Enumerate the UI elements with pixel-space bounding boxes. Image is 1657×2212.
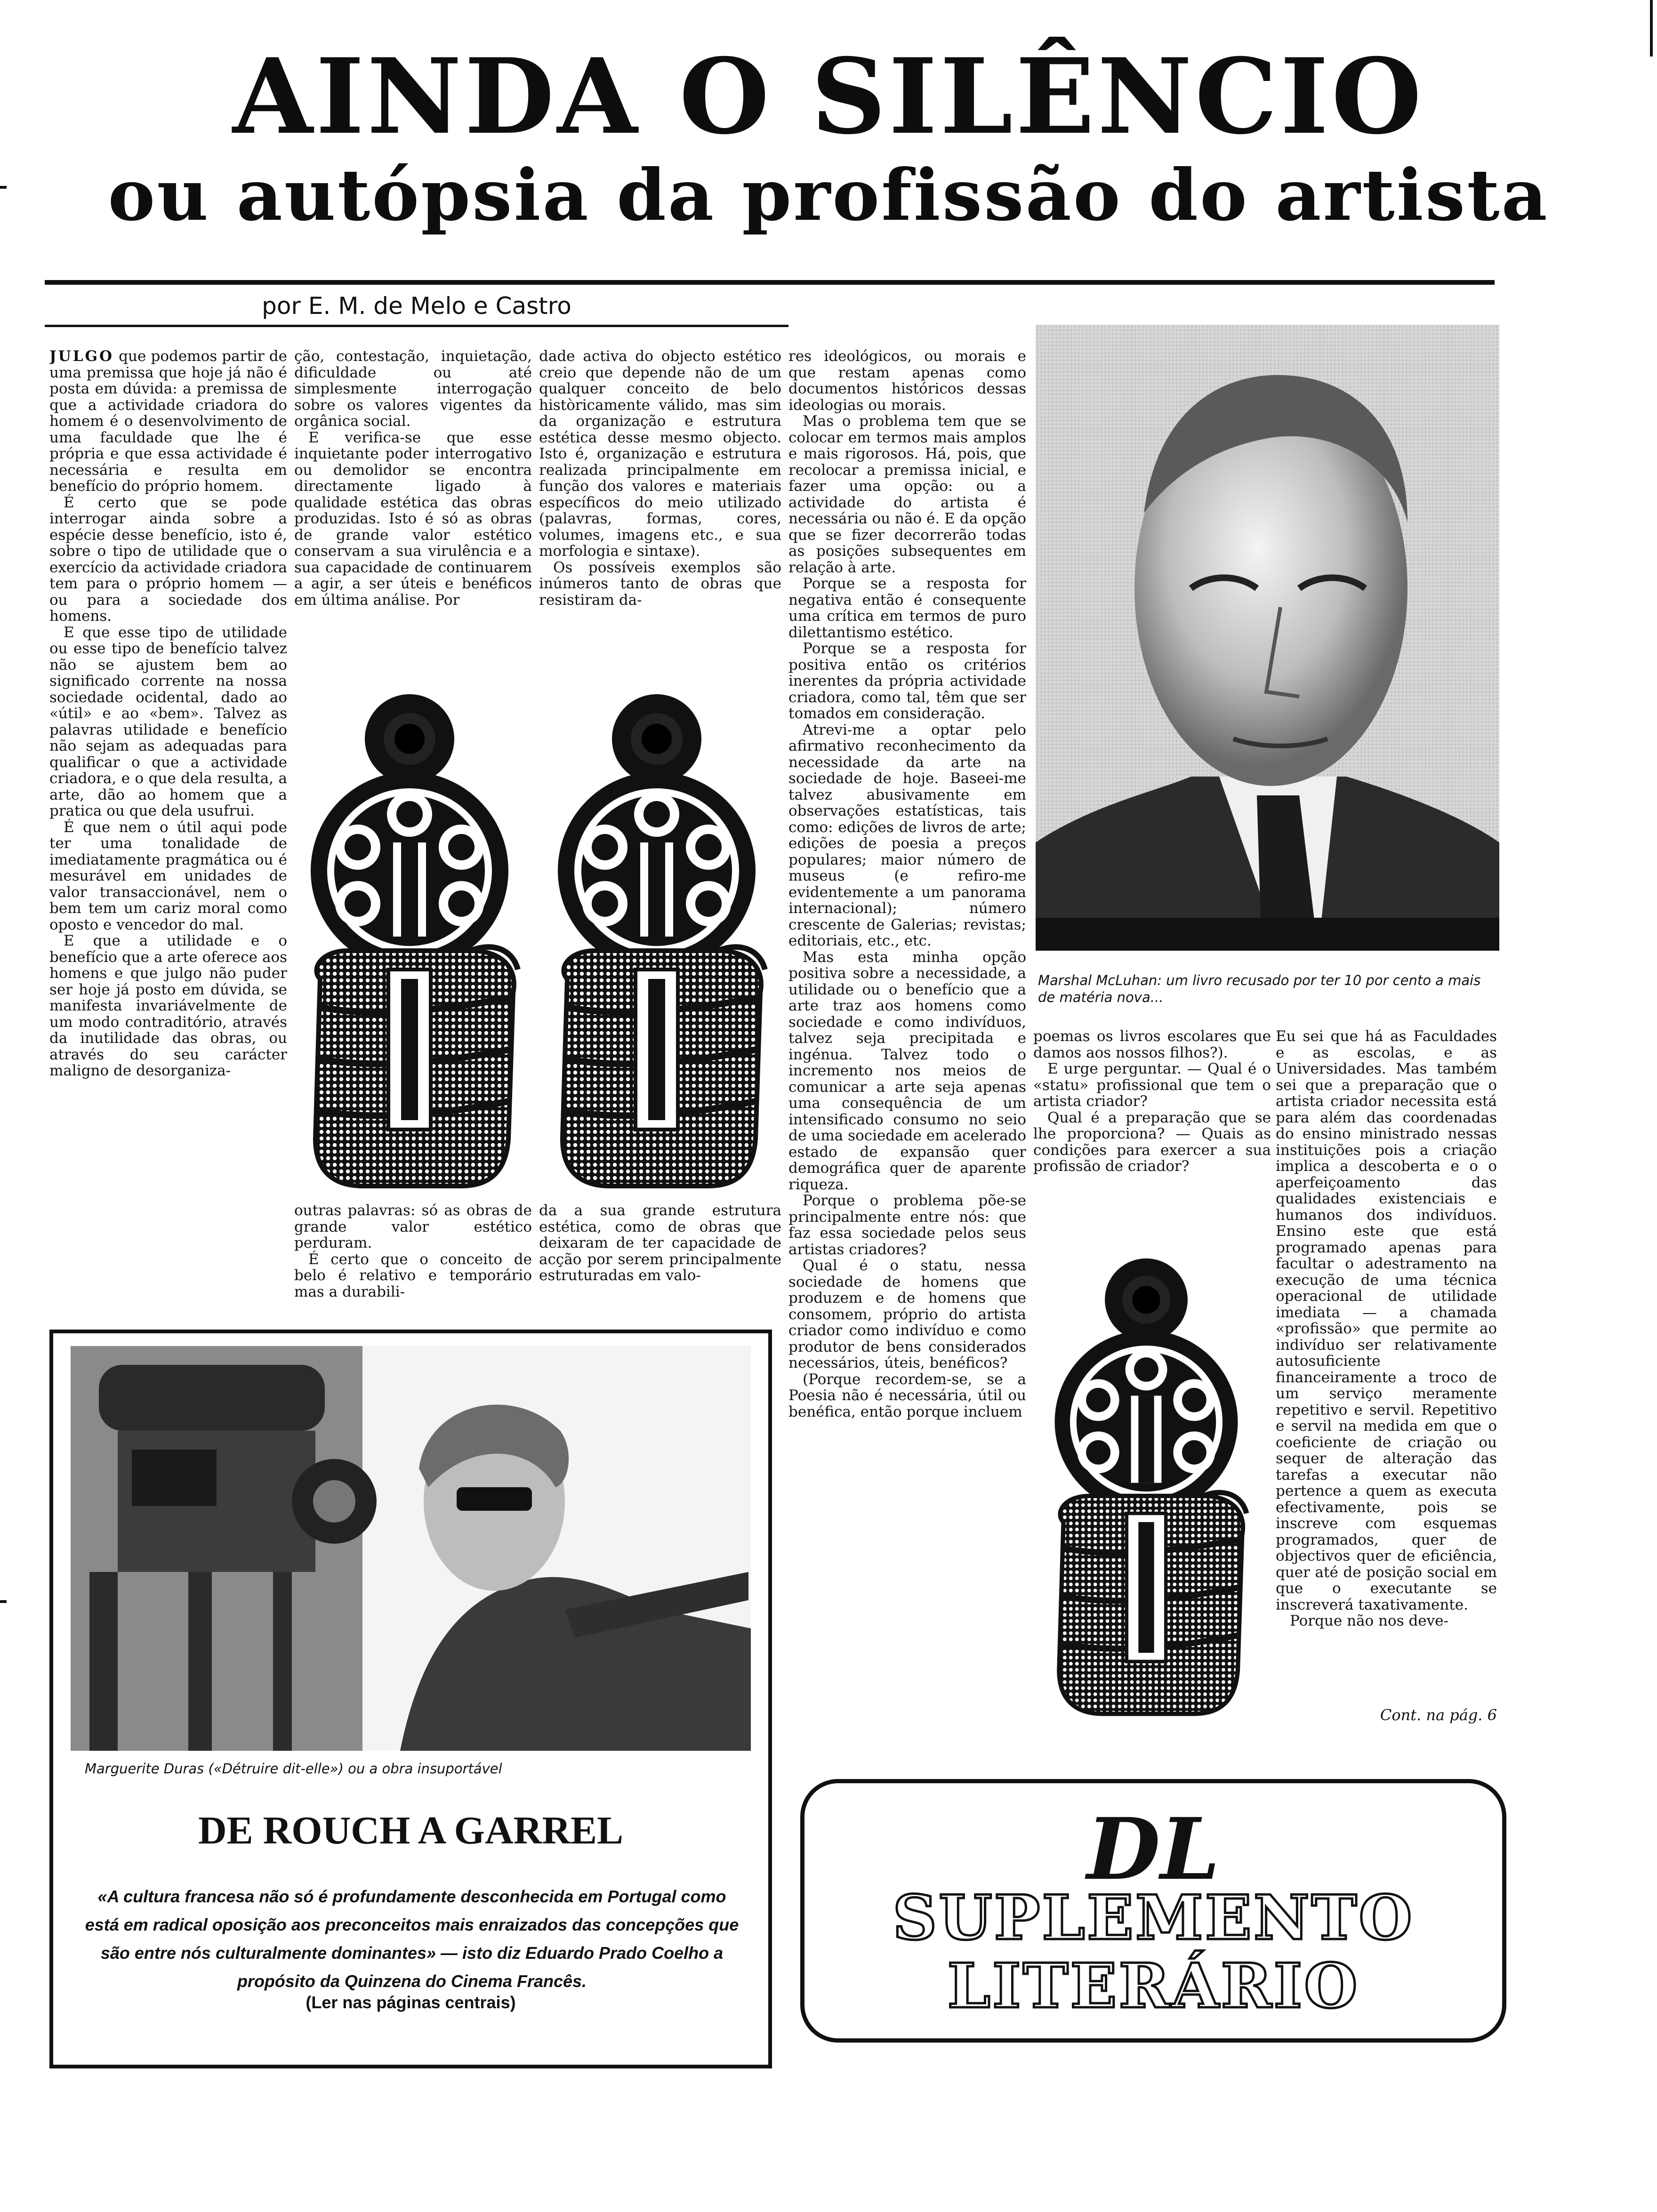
article-column-5 bbox=[1033, 1028, 1271, 1250]
subheadline: ou autópsia da profissão do artista bbox=[108, 154, 1549, 237]
article-paragraph: Os possíveis exemplos são inúmeros tanto de obras que resistiram da- bbox=[539, 559, 781, 609]
article-paragraph: JULGO que podemos partir de uma premissa que hoje já não é posta em dúvida: a premissa de que a actividade criadora do homem é o desenvolvimento de uma faculdade que lhe é própria e que essa actividade é necessária e resulta em benefício do próprio homem. bbox=[49, 348, 287, 495]
byline-rule bbox=[45, 325, 788, 327]
article-paragraph: poemas os livros escolares que damos aos nossos filhos?). bbox=[1033, 1028, 1271, 1061]
portrait-image bbox=[1036, 325, 1499, 951]
article-paragraph: Porque o problema põe-se principalmente entre nós: que faz essa sociedade pelos seus artistas criadores? bbox=[788, 1192, 1026, 1258]
mcluhan-caption: Marshal McLuhan: um livro recusado por ter 10 por cento a mais de matéria nova... bbox=[1038, 972, 1481, 1005]
article-column-1 bbox=[49, 348, 287, 1299]
logo-line-2: LITERÁRIO bbox=[947, 1950, 1359, 2022]
article-paragraph: E que a utilidade e o benefício que a arte oferece aos homens e que julgo não puder ser hoje já posto em dúvida, se manifesta invariávelmente de um modo contraditório, através da inutilidade das obras, ou através do seu carácter maligno de desorganiza- bbox=[49, 932, 287, 1079]
mcluhan-photo bbox=[1036, 325, 1499, 951]
article-paragraph: Eu sei que há as Faculdades e as escolas, e as Universidades. Mas também sei que a preparação que o artista criador necessita está para além das coordenadas do ensino ministrado nessas instituições pois a criação implica a descoberta e o o aperfeiçoamento das qualidades existenciais e humanos dos indivíduos. Ensino este que está programado apenas para facultar o adestramento na execução de uma técnica operacional de utilidade imediata — a chamada «profissão» que permite ao indivíduo ser relativamente autosuficiente financeiramente a troco de um serviço meramente repetitivo e servil. Repetitivo e servil na medida em que o coeficiente de criação ou sequer de alteração das tarefas a executar não pertence a quem as executa efectivamente, pois se inscreve com esquemas programados, quer de objectivos quer de eficiência, quer até de posição social em que o executante se inscreverá taxativamente. bbox=[1276, 1028, 1497, 1613]
byline: por E. M. de Melo e Castro bbox=[262, 292, 571, 320]
article-paragraph: outras palavras: só as obras de grande valor estético perduram. bbox=[294, 1202, 532, 1251]
article-column-2-continued bbox=[294, 1202, 532, 1311]
article-column-2 bbox=[294, 348, 532, 678]
article-paragraph: Mas o problema tem que se colocar em termos mais amplos e mais rigorosos. Há, pois, que recolocar a premissa inicial, e fazer uma opção: ou a actividade do artista é necessária ou não é. E da opção que se fizer decorrerão todas as posições subsequentes em relação à arte. bbox=[788, 413, 1026, 576]
article-paragraph: Porque se a resposta for positiva então os critérios inerentes da própria actividade criadora, como tal, têm que ser tomados em consideração. bbox=[788, 640, 1026, 722]
article-paragraph: E que esse tipo de utilidade ou esse tipo de benefício talvez não se ajustem bem ao significado corrente na nossa sociedade ocidental, dado ao «útil» e ao «bem». Talvez as palavras utilidade e benefício não sejam as adequadas para qualificar o que a actividade criadora, e o que dela resulta, a arte, dão ao homem que a pratica ou que dela usufrui. bbox=[49, 624, 287, 819]
article-paragraph: Mas esta minha opção positiva sobre a necessidade, a utilidade ou o benefício que a arte traz aos homens como sociedade e como indivíduos, talvez seja precipitada e ingénua. Talvez todo o incremento nos meios de comunicar a arte seja apenas uma consequência de um intensificado consumo no seio de uma sociedade em acelerado estado de expansão quer demográfica quer de aparente riqueza. bbox=[788, 948, 1026, 1193]
article-column-4 bbox=[788, 348, 1026, 1727]
article-paragraph: (Porque recordem-se, se a Poesia não é necessária, útil ou benéfica, então porque incluem bbox=[788, 1370, 1026, 1420]
margin-mark bbox=[0, 1600, 7, 1603]
article-paragraph: É certo que o conceito de belo é relativo e temporário mas a durabili- bbox=[294, 1250, 532, 1300]
article-column-6 bbox=[1276, 1028, 1497, 1697]
article-paragraph: E urge perguntar. — Qual é o «statu» profissional que tem o artista criador? bbox=[1033, 1060, 1271, 1110]
article-paragraph: ção, contestação, inquietação, dificuldade ou até simplesmente interrogação sobre os valores vigentes da orgânica social. bbox=[294, 348, 532, 430]
film-set-image bbox=[71, 1346, 751, 1751]
article-paragraph: É certo que se pode interrogar ainda sobre a espécie desse benefício, isto é, sobre o tipo de utilidade que o exercício da actividade criadora tem para o próprio homem — ou para a sociedade dos homens. bbox=[49, 494, 287, 625]
duras-photo bbox=[71, 1346, 751, 1751]
logo-monogram: DL bbox=[1086, 1800, 1220, 1899]
article-column-3 bbox=[539, 348, 781, 682]
article-paragraph: Qual é o statu, nessa sociedade de homens que produzem e de homens que consomem, próprio do artista criador como indivíduo e como produtor de bens considerados necessários, úteis, benéficos? bbox=[788, 1257, 1026, 1371]
logo-line-1: SUPLEMENTO bbox=[893, 1882, 1414, 1954]
continued-note: Cont. na pág. 6 bbox=[1380, 1706, 1497, 1724]
margin-mark bbox=[1650, 0, 1653, 56]
margin-mark bbox=[0, 186, 7, 189]
revolver-illustration-left bbox=[292, 687, 527, 1195]
feature-box-quote: «A cultura francesa não só é profundamente desconhecida em Portugal como está em radical oposição aos preconceitos mais enraizados das concepções que são entre nós culturalmente dominantes» — isto diz Eduardo Prado Coelho a propósito da Quinzena do Cinema Francês. bbox=[85, 1887, 739, 1991]
revolver-illustration-middle bbox=[539, 687, 774, 1195]
article-paragraph: Atrevi-me a optar pelo afirmativo reconhecimento da necessidade da arte na sociedade de hoje. Baseei-me talvez abusivamente em observações estatísticas, tais como: edições de livros de arte; edições de poesia a preços populares; maior número de museus (e refiro-me evidentemente a um panorama internacional); número crescente de Galerias; revistas; editoriais, etc., etc. bbox=[788, 721, 1026, 949]
lead-word: JULGO bbox=[49, 348, 114, 365]
article-paragraph: Qual é a preparação que se lhe proporciona? — Quais as condições para exercer a sua profissão de criador? bbox=[1033, 1109, 1271, 1175]
article-paragraph: da a sua grande estrutura estética, como de obras que deixaram de ter capacidade de acção por serem principalmente estruturadas em valo- bbox=[539, 1202, 781, 1284]
headline: AINDA O SILÊNCIO bbox=[233, 35, 1424, 157]
article-paragraph: Porque se a resposta for negativa então é consequente uma crítica em termos de puro dilettantismo estético. bbox=[788, 575, 1026, 641]
article-paragraph: dade activa do objecto estético creio que depende não de um qualquer conceito de belo històricamente válido, mas sim da organização e estrutura estética desse mesmo objecto. Isto é, organização e estrutura realizada principalmente em função dos valores e materiais específicos do meio utilizado (palavras, formas, cores, volumes, imagens etc., e sua morfologia e sintaxe). bbox=[539, 348, 781, 560]
article-paragraph: E verifica-se que esse inquietante poder interrogativo ou demolidor se encontra directamente ligado à qualidade estética das obras produzidas. Isto é só as obras de grande valor estético conservam a sua virulência e a sua capacidade de continuarem a agir, a ser úteis e benéficos em última análise. Por bbox=[294, 429, 532, 609]
article-column-3-continued bbox=[539, 1202, 781, 1311]
feature-box-note: (Ler nas páginas centrais) bbox=[306, 1993, 516, 2012]
duras-caption: Marguerite Duras («Détruire dit-elle») ou a obra insuportável bbox=[85, 1761, 502, 1777]
feature-box-title: DE ROUCH A GARREL bbox=[198, 1809, 624, 1852]
header-rule bbox=[45, 280, 1495, 285]
article-paragraph: res ideológicos, ou morais e que restam apenas como documentos históricos dessas ideologias ou morais. bbox=[788, 348, 1026, 414]
article-paragraph: Porque não nos deve- bbox=[1290, 1612, 1448, 1629]
revolver-illustration-right bbox=[1033, 1252, 1259, 1723]
article-paragraph: É que nem o útil aqui pode ter uma tonalidade de imediatamente pragmática ou é mesurável em unidades de valor transaccionável, nem o bem tem um cariz moral como oposto e vencedor do mal. bbox=[49, 818, 287, 933]
